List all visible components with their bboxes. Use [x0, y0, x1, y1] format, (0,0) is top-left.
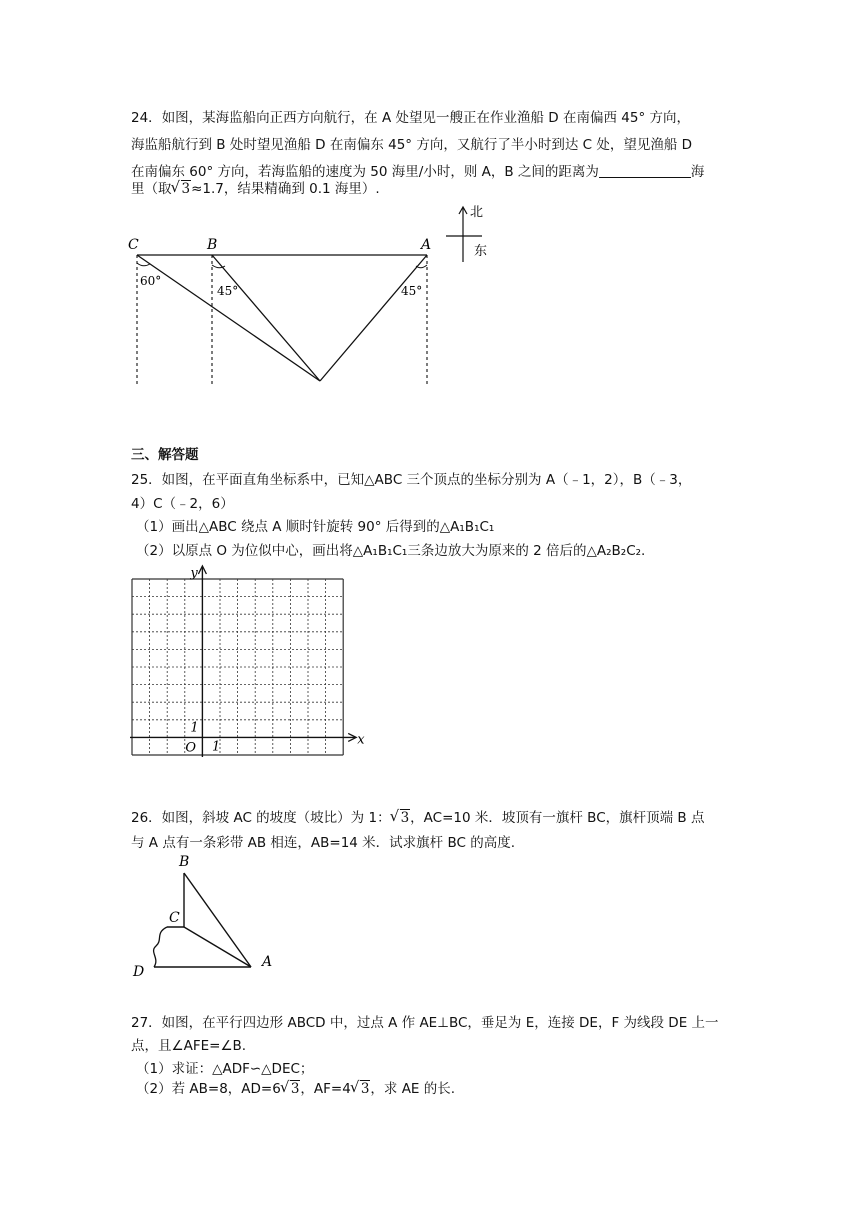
label-c: C — [169, 910, 180, 926]
sqrt-symbol: √ 3 — [351, 1081, 371, 1097]
label-a: A — [421, 237, 432, 253]
y-unit-label: 1 — [190, 720, 199, 736]
q24-line1: 24．如图，某海监船向正西方向航行，在 A 处望见一艘正在作业渔船 D 在南偏西 45° 方向， — [131, 110, 690, 126]
section-heading: 三、解答题 — [131, 447, 199, 463]
label-a: A — [262, 954, 273, 970]
q27-line4: （2）若 AB=8，AD=6√ 3，AF=4√ 3，求 AE 的长. — [136, 1077, 455, 1097]
y-axis-label: y — [190, 566, 198, 581]
origin-label: O — [185, 740, 197, 756]
x-axis-label: x — [357, 732, 365, 748]
sqrt-symbol: √ 3 — [391, 810, 411, 826]
x-unit-label: 1 — [212, 739, 221, 755]
q25-line1: 25．如图，在平面直角坐标系中，已知△ABC 三个顶点的坐标分别为 A（﹣1，2），B（﹣3， — [131, 472, 692, 488]
q24-line4: 里（取√ 3≈1.7，结果精确到 0.1 海里）. — [131, 177, 380, 197]
q25-line4: （2）以原点 O 为位似中心，画出将△A₁B₁C₁三条边放大为原来的 2 倍后的△A₂B₂C₂. — [136, 543, 646, 559]
q24-line3: 在南偏东 60° 方向，若海监船的速度为 50 海里/小时，则 A，B 之间的距离为 海 — [131, 164, 705, 180]
angle-b-label: 45° — [217, 284, 239, 298]
q26-line2: 与 A 点有一条彩带 AB 相连，AB=14 米．试求旗杆 BC 的高度. — [131, 835, 515, 851]
q26-line1: 26．如图，斜坡 AC 的坡度（坡比）为 1：√ 3，AC=10 米．坡顶有一旗杆 BC，旗杆顶端 B 点 — [131, 806, 704, 826]
q27-line3: （1）求证：△ADF∽△DEC； — [136, 1061, 314, 1077]
line-ba — [184, 873, 251, 967]
q24-line2: 海监船航行到 B 处时望见渔船 D 在南偏东 45° 方向，又航行了半小时到达 C 处，望见渔船 D — [131, 137, 693, 153]
label-b: B — [179, 854, 190, 870]
label-c: C — [128, 237, 139, 253]
angle-a-label: 45° — [401, 284, 423, 298]
label-d: D — [133, 964, 145, 980]
q27-line2: 点，且∠AFE=∠B. — [131, 1038, 247, 1054]
line-ca — [184, 927, 251, 967]
wavy-edge — [154, 927, 167, 967]
label-b: B — [207, 237, 218, 253]
compass-north: 北 — [470, 205, 484, 220]
angle-c-label: 60° — [140, 274, 162, 288]
q27-line1: 27．如图，在平行四边形 ABCD 中，过点 A 作 AE⊥BC，垂足为 E，连接 DE，F 为线段 DE 上一 — [131, 1015, 719, 1031]
q25-line3: （1）画出△ABC 绕点 A 顺时针旋转 90° 后得到的△A₁B₁C₁ — [136, 519, 495, 535]
sqrt-symbol: √ 3 — [172, 181, 192, 197]
compass-east: 东 — [474, 244, 488, 259]
q25-line2: 4）C（﹣2，6） — [131, 496, 234, 512]
sqrt-symbol: √ 3 — [281, 1081, 301, 1097]
